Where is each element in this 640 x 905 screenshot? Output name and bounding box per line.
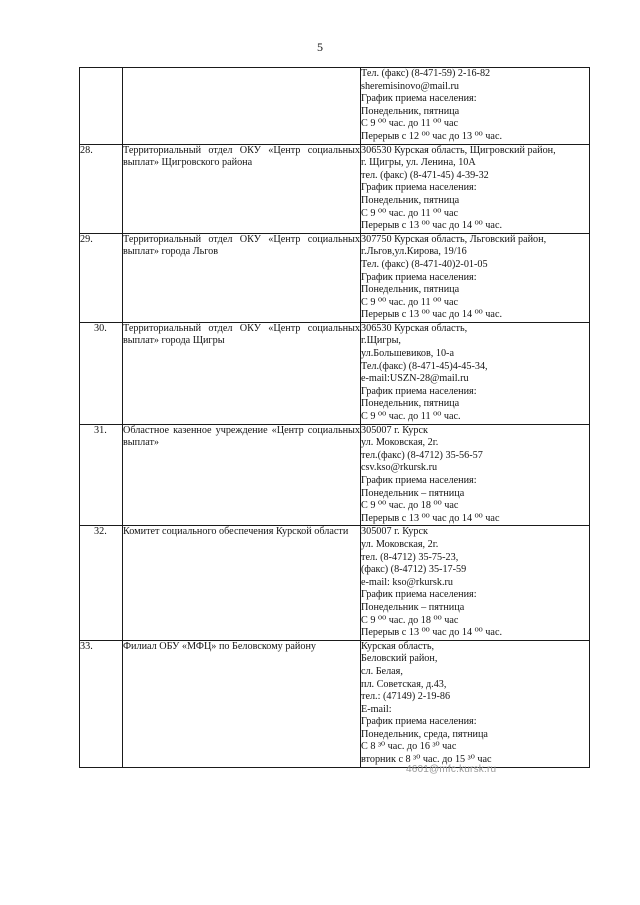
row-number: 29. [80,233,123,322]
contact-line: С 9 ⁰⁰ час. до 11 ⁰⁰ час [361,207,459,219]
contact-info-cell [361,233,590,322]
contact-line: 305007 г. Курск [361,424,428,436]
institution-name: Территориальный отдел ОКУ «Центр социальных выплат» Щигровского района [123,144,360,169]
contact-line: С 8 ³⁰ час. до 16 ³⁰ час [361,741,457,753]
contact-line: Перерыв с 13 ⁰⁰ час до 14 ⁰⁰ час. [361,627,503,639]
contact-line: График приема населения: [361,93,477,105]
institution-name: Областное казенное учреждение «Центр социальных выплат» [123,424,360,449]
contact-line: Понедельник, пятница [361,398,460,410]
contact-line: г.Щигры, [361,335,401,347]
contact-line: График приема населения: [361,716,477,728]
institution-name-cell [123,322,361,424]
table-row [80,233,590,322]
contact-line: Понедельник, среда, пятница [361,728,488,740]
contact-line: Перерыв с 13 ⁰⁰ час до 14 ⁰⁰ час. [361,309,503,321]
table-row [80,144,590,233]
institution-name: Комитет социального обеспечения Курской области [123,526,349,538]
contact-line: 305007 г. Курск [361,526,428,538]
contact-line: График приема населения: [361,271,477,283]
contact-info-cell [361,640,590,767]
institution-name: Территориальный отдел ОКУ «Центр социальных выплат» города Щигры [123,322,360,347]
contact-line: csv.kso@rkursk.ru [361,462,438,474]
institution-name-cell [123,640,361,767]
contact-line: вторник с 8 ³⁰ час. до 15 ³⁰ час [361,754,492,766]
contact-line: Понедельник – пятница [361,601,465,613]
row-number: 31. [80,424,123,526]
contact-line: С 9 ⁰⁰ час. до 11 ⁰⁰ час [361,118,459,130]
contact-line: г. Щигры, ул. Ленина, 10А [361,157,476,169]
institution-name-cell [123,68,361,145]
page-number: 5 [317,40,323,54]
contact-line: тел.(факс) (8-4712) 35-56-57 [361,449,483,461]
row-number: 30. [80,322,123,424]
contact-line: ул.Большевиков, 10-а [361,348,454,360]
institution-name-cell [123,144,361,233]
contact-line: Перерыв с 12 ⁰⁰ час до 13 ⁰⁰ час. [361,130,503,142]
contact-line: тел. (факс) (8-471-45) 4-39-32 [361,169,489,181]
contact-line: График приема населения: [361,475,477,486]
contact-line: г.Льгов,ул.Кирова, 19/16 [361,246,467,258]
contact-line: тел. (8-4712) 35-75-23, [361,551,459,563]
table-row [80,68,590,145]
row-number: 33. [80,640,123,767]
contact-line: С 9 ⁰⁰ час. до 11 ⁰⁰ час. [361,411,461,423]
row-number: 28. [80,144,123,233]
contact-info-cell [361,322,590,424]
contact-line: Перерыв с 13 ⁰⁰ час до 14 ⁰⁰ час. [361,220,503,232]
institution-name-cell [123,526,361,640]
contact-line: С 9 ⁰⁰ час. до 11 ⁰⁰ час [361,296,459,308]
contact-line: sheremisinovo@mail.ru [361,80,459,92]
contact-line: e-mail: kso@rkursk.ru [361,576,453,588]
contact-line: Беловский район, [361,653,438,665]
table-row [80,322,590,424]
contact-line: Тел.(факс) (8-471-45)4-45-34, [361,360,488,372]
contact-line: E-mail: [361,703,392,715]
contact-line: Понедельник, пятница [361,284,460,296]
contact-line: График приема населения: [361,182,477,194]
institution-name: Территориальный отдел ОКУ «Центр социальных выплат» города Льгов [123,233,360,258]
contact-line: Понедельник – пятница [361,487,465,499]
institution-name-cell [123,233,361,322]
contact-line: Перерыв с 13 ⁰⁰ час до 14 ⁰⁰ час [361,512,500,524]
institution-name: Филиал ОБУ «МФЦ» по Беловскому району [123,640,316,652]
institutions-table [79,67,590,768]
table-row [80,640,590,767]
contact-line: Курская область, [361,640,435,652]
contact-info-cell [361,144,590,233]
table-body [80,68,590,768]
contact-line: ул. Моковская, 2г. [361,437,439,449]
row-number: 32. [80,526,123,640]
contact-line: тел.: (47149) 2-19-86 [361,691,451,703]
contact-line: С 9 ⁰⁰ час. до 18 ⁰⁰ час [361,614,459,626]
contact-line: График приема населения: [361,589,477,601]
institution-name-cell [123,424,361,526]
email-watermark: 4601@mfc.kursk.ru [406,764,497,775]
row-number [80,68,123,145]
contact-line: График приема населения: [361,385,477,397]
contact-line: сл. Белая, [361,665,403,677]
contact-info-cell [361,68,590,145]
contact-line: Тел. (факс) (8-471-59) 2-16-82 [361,68,491,79]
contact-line: 306530 Курская область, [361,322,468,334]
contact-line: Тел. (факс) (8-471-40)2-01-05 [361,258,488,270]
contact-info-cell [361,424,590,526]
contact-info-cell [361,526,590,640]
contact-line: Понедельник, пятница [361,105,460,117]
contact-line: 306530 Курская область, Щигровский район, [361,144,556,156]
contact-line: Понедельник, пятница [361,194,460,206]
contact-line: (факс) (8-4712) 35-17-59 [361,564,467,576]
contact-line: ул. Моковская, 2г. [361,538,439,550]
table-row [80,424,590,526]
table-row [80,526,590,640]
contact-line: e-mail:USZN-28@mail.ru [361,373,469,385]
contact-line: пл. Советская, д.43, [361,678,447,690]
contact-line: 307750 Курская область, Льговский район, [361,233,547,245]
contact-line: С 9 ⁰⁰ час. до 18 ⁰⁰ час [361,500,459,512]
